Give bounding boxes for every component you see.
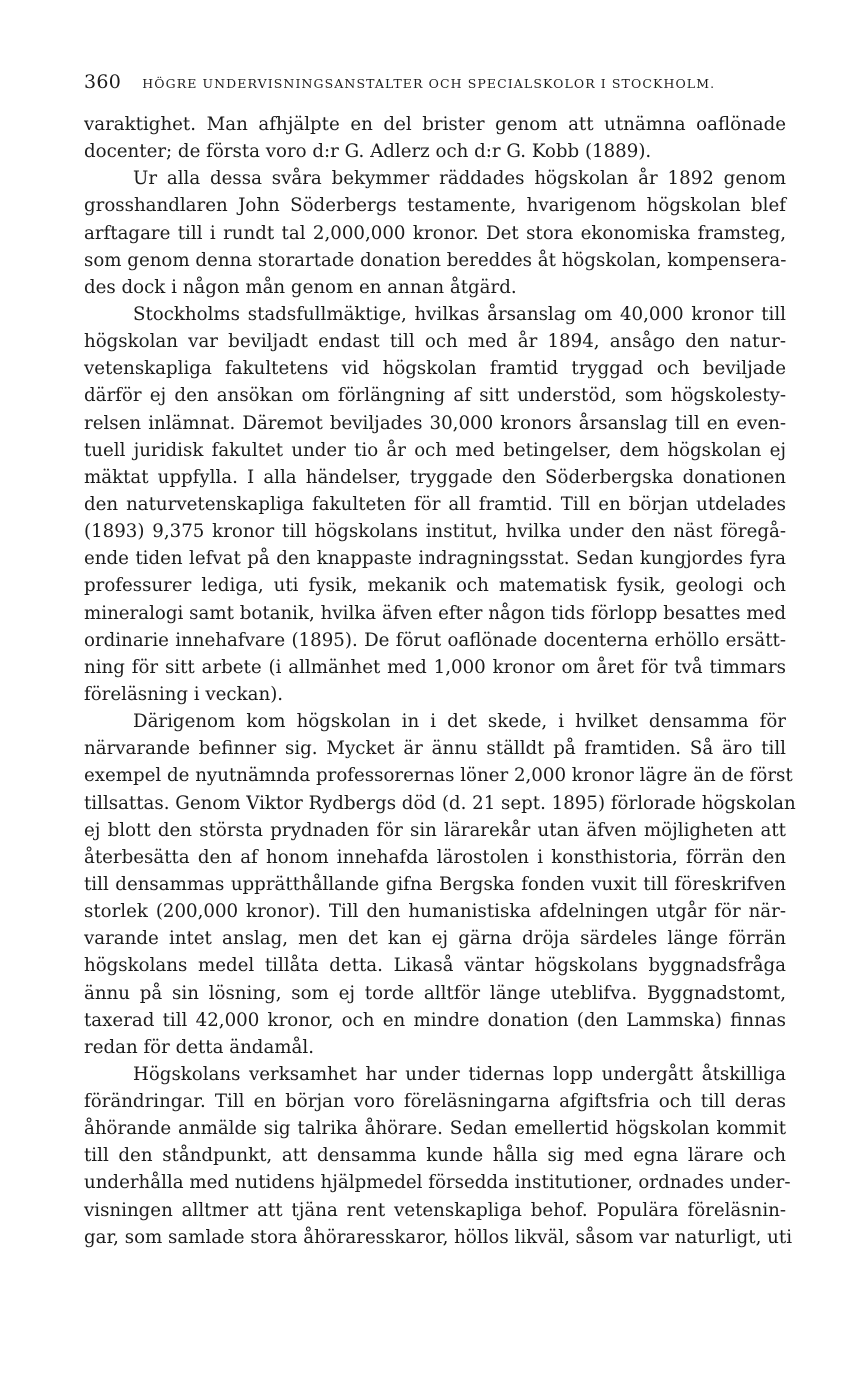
text-line: gar, som samlade stora åhöraresskaror, höllos likväl, såsom var naturligt, uti xyxy=(84,1226,793,1248)
text-line: ej blott den största prydnaden för sin lärarekår utan äfven möjligheten att xyxy=(84,819,786,841)
text-line: åhörande anmälde sig talrika åhörare. Sedan emellertid högskolan kommit xyxy=(84,1118,786,1140)
text-line: som genom denna storartade donation bereddes åt högskolan, kompensera- xyxy=(84,249,787,271)
text-line: redan för detta ändamål. xyxy=(84,1036,314,1058)
text-line: till densammas upprätthållande gifna Bergska fonden vuxit till föreskrifven xyxy=(84,873,786,895)
text-line: underhålla med nutidens hjälpmedel försedda institutioner, ordnades under- xyxy=(84,1172,791,1194)
paragraph-start-line: Högskolans verksamhet har under tidernas lopp undergått åtskilliga xyxy=(133,1063,786,1085)
text-line: exempel de nyutnämnda professorernas löner 2,000 kronor lägre än de först xyxy=(84,765,793,787)
text-line: ännu på sin lösning, som ej torde alltför länge uteblifva. Byggnadstomt, xyxy=(84,982,786,1004)
text-line: des dock i någon mån genom en annan åtgärd. xyxy=(84,276,517,298)
text-line: ordinarie innehafvare (1895). De förut oaflönade docenterna erhöllo ersätt- xyxy=(84,629,786,651)
text-line: relsen inlämnat. Däremot beviljades 30,000 kronors årsanslag till en even- xyxy=(84,412,786,434)
text-line: föreläsning i veckan). xyxy=(84,683,284,705)
text-line: arftagare till i rundt tal 2,000,000 kronor. Det stora ekonomiska framsteg, xyxy=(84,222,786,244)
text-line: varande intet anslag, men det kan ej gärna dröja särdeles länge förrän xyxy=(84,928,786,950)
text-line: grosshandlaren John Söderbergs testamente, hvarigenom högskolan blef xyxy=(84,195,786,217)
text-line: därför ej den ansökan om förlängning af sitt understöd, som högskolesty- xyxy=(84,385,786,407)
text-line: ende tiden lefvat på den knappaste indragningsstat. Sedan kungjordes fyra xyxy=(84,548,786,570)
running-title: HÖGRE UNDERVISNINGSANSTALTER OCH SPECIALSKOLOR I STOCKHOLM. xyxy=(142,76,716,91)
text-line: tuell juridisk fakultet under tio år och med betingelser, dem högskolan ej xyxy=(84,439,786,461)
paragraph-start-line: Därigenom kom högskolan in i det skede, i hvilket densamma för xyxy=(133,711,786,733)
body-text xyxy=(84,111,796,1251)
text-line: visningen alltmer att tjäna rent vetenskapliga behof. Populära föreläsnin- xyxy=(84,1199,786,1221)
text-line: förändringar. Till en början voro föreläsningarna afgiftsfria och till deras xyxy=(84,1091,786,1113)
paragraph-start-line: Stockholms stadsfullmäktige, hvilkas årsanslag om 40,000 kronor till xyxy=(133,303,786,325)
text-line: (1893) 9,375 kronor till högskolans institut, hvilka under den näst föregå- xyxy=(84,521,786,543)
page-header xyxy=(84,71,784,95)
text-line: varaktighet. Man afhjälpte en del brister genom att utnämna oaflönade xyxy=(84,114,786,135)
text-line: till den ståndpunkt, att densamma kunde hålla sig med egna lärare och xyxy=(84,1145,786,1167)
text-line: mineralogi samt botanik, hvilka äfven efter någon tids förlopp besattes med xyxy=(84,602,786,624)
text-line: professurer lediga, uti fysik, mekanik och matematisk fysik, geologi och xyxy=(84,575,786,597)
text-line: taxerad till 42,000 kronor, och en mindre donation (den Lammska) finnas xyxy=(84,1009,786,1031)
text-line: högskolans medel tillåta detta. Likaså väntar högskolans byggnadsfråga xyxy=(84,955,786,977)
text-line: närvarande befinner sig. Mycket är ännu ställdt på framtiden. Så äro till xyxy=(84,738,786,760)
text-line: mäktat uppfylla. I alla händelser, tryggade den Söderbergska donationen xyxy=(84,466,786,488)
page-number: 360 xyxy=(84,71,122,93)
text-line: tillsattas. Genom Viktor Rydbergs död (d. 21 sept. 1895) förlorade högskolan xyxy=(84,792,796,814)
text-line: docenter; de första voro d:r G. Adlerz och d:r G. Kobb (1889). xyxy=(84,141,652,163)
text-line: den naturvetenskapliga fakulteten för all framtid. Till en början utdelades xyxy=(84,493,786,515)
text-line: ning för sitt arbete (i allmänhet med 1,000 kronor om året för två timmars xyxy=(84,656,786,678)
text-line: högskolan var beviljadt endast till och med år 1894, ansågo den natur- xyxy=(84,331,786,353)
text-line: storlek (200,000 kronor). Till den humanistiska afdelningen utgår för när- xyxy=(84,901,786,923)
text-line: återbesätta den af honom innehafda lärostolen i konsthistoria, förrän den xyxy=(84,846,786,868)
text-line: vetenskapliga fakultetens vid högskolan framtid tryggad och beviljade xyxy=(84,358,786,380)
paragraph-start-line: Ur alla dessa svåra bekymmer räddades högskolan år 1892 genom xyxy=(133,168,786,190)
